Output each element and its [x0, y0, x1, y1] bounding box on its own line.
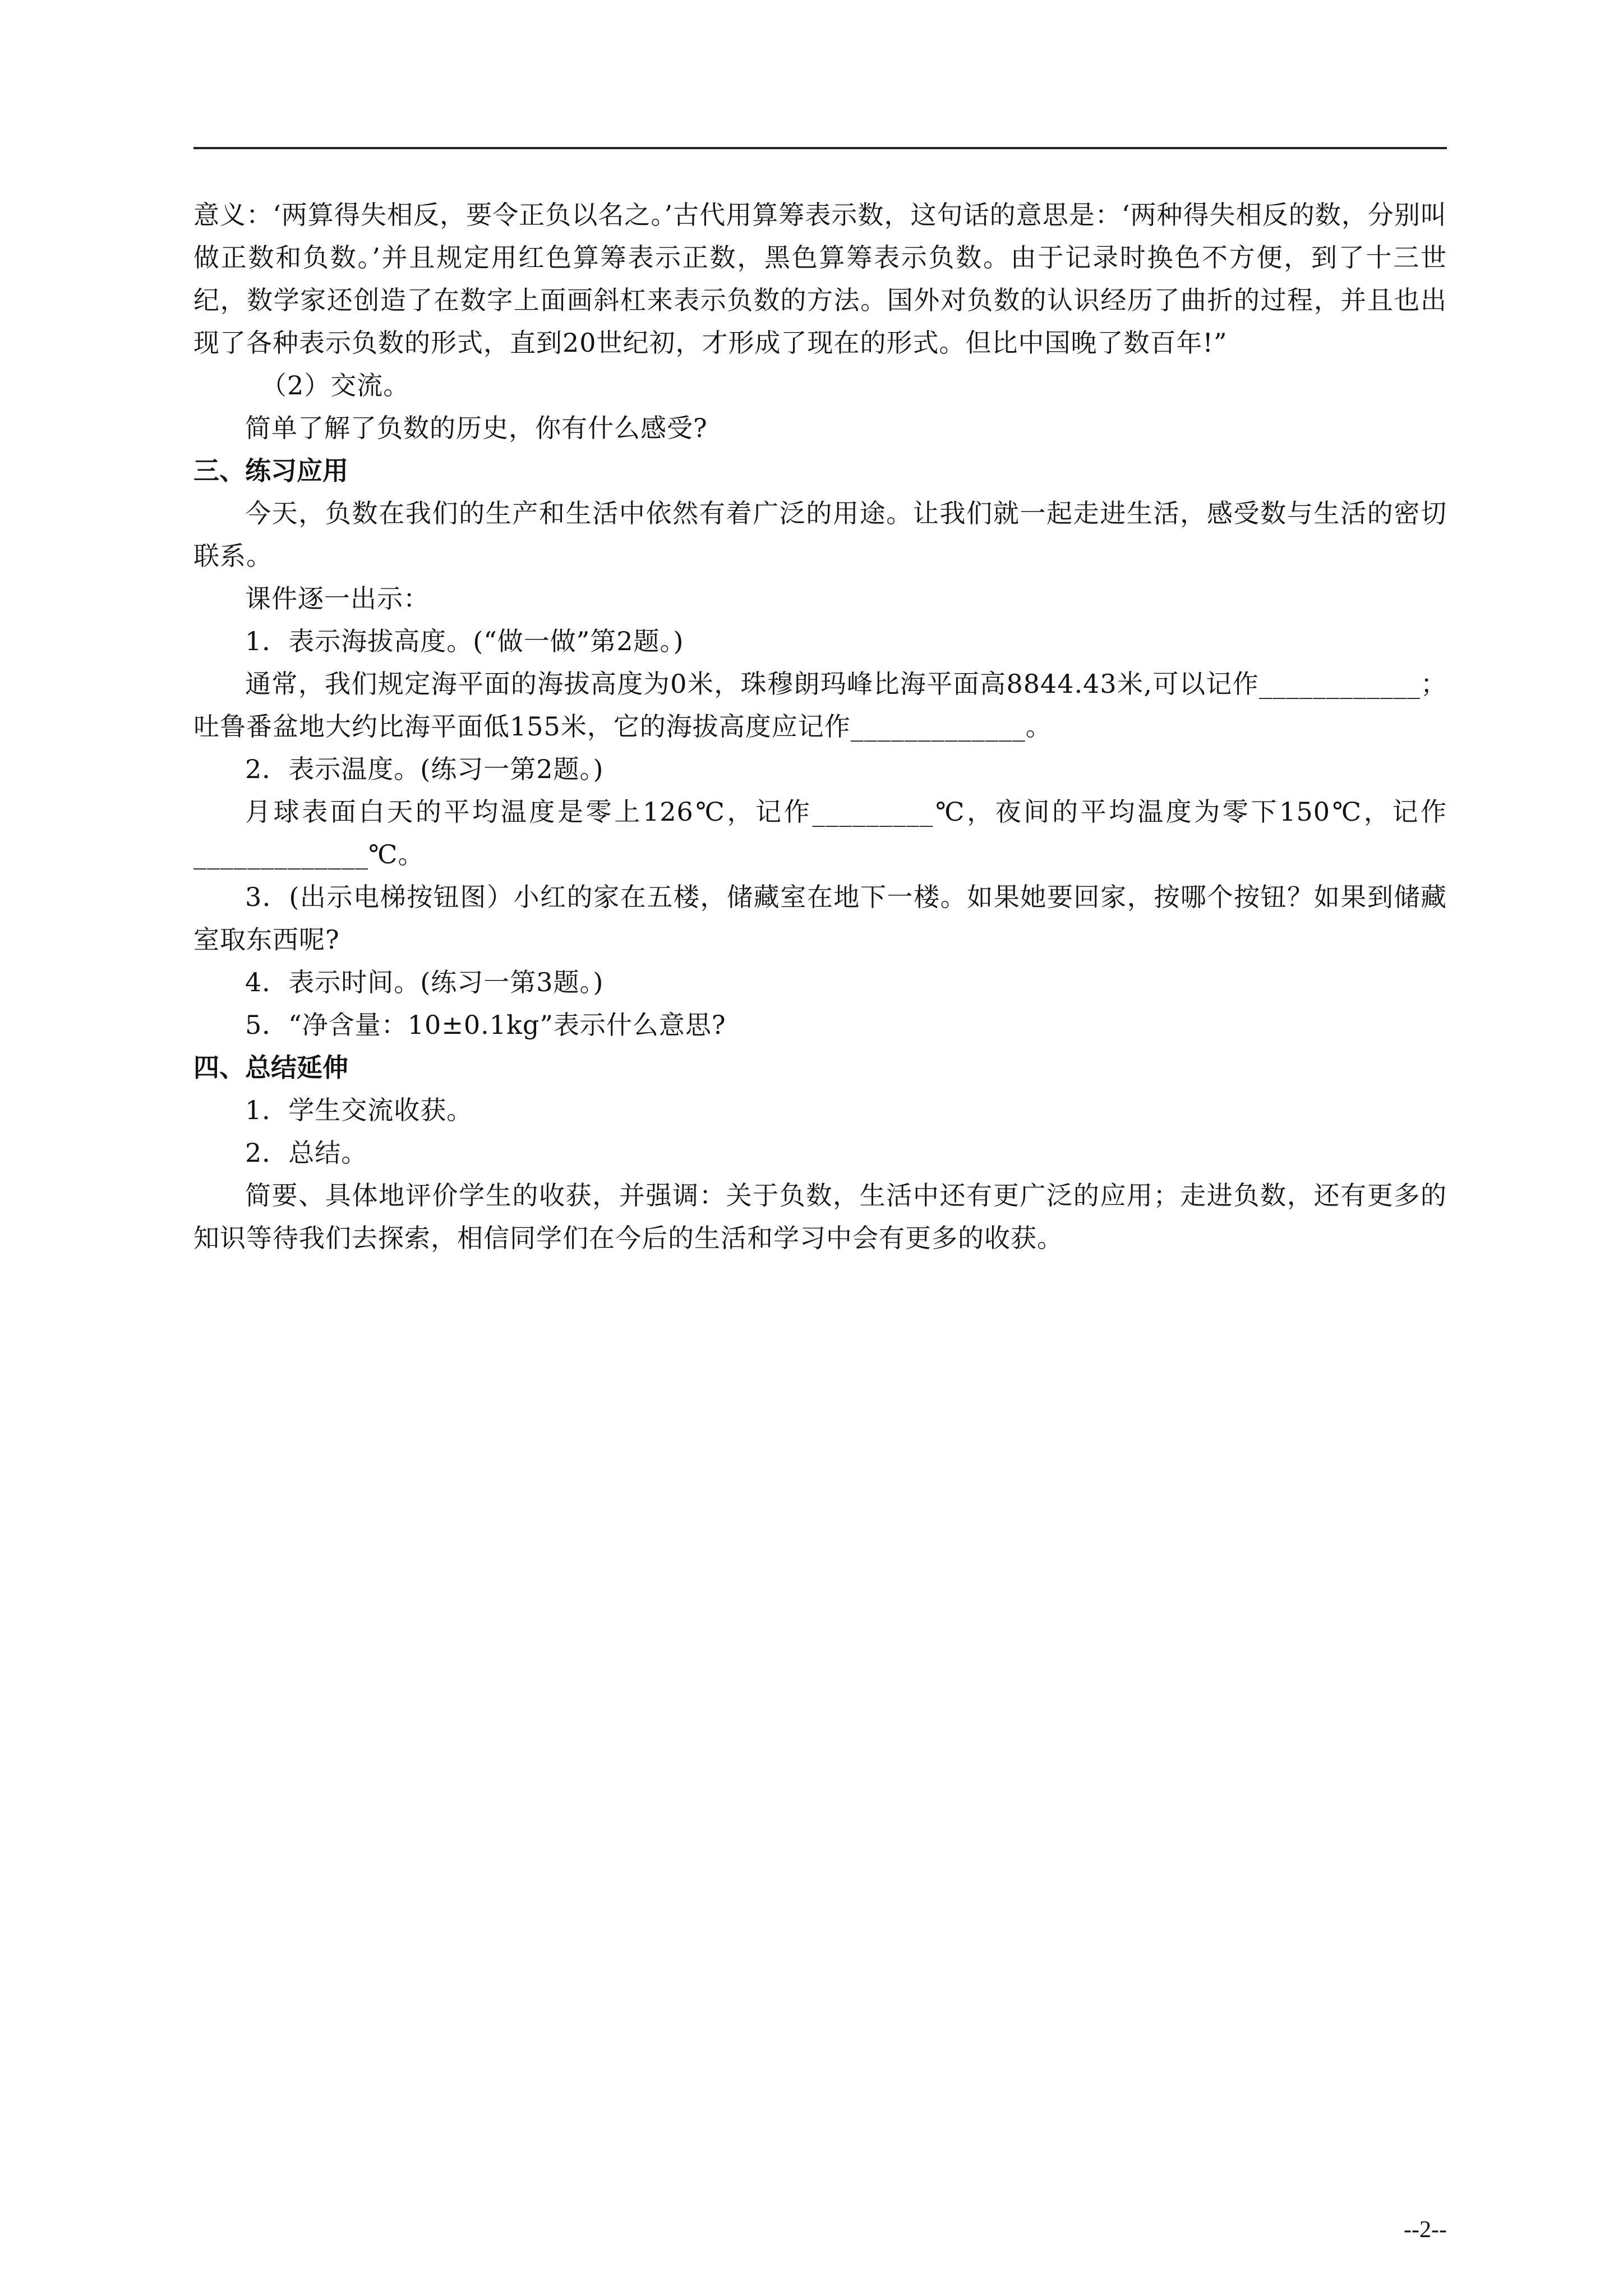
- summary-paragraph: 简要、具体地评价学生的收获，并强调：关于负数，生活中还有更广泛的应用；走进负数，还有更多的知识等待我们去探索，相信同学们在今后的生活和学习中会有更多的收获。: [193, 1180, 1447, 1253]
- summary-item-1: 1．学生交流收获。: [245, 1095, 473, 1125]
- section-heading-summary: 四、总结延伸: [193, 1052, 348, 1083]
- altitude-exercise: 通常，我们规定海平面的海拔高度为0米，珠穆朗玛峰比海平面高8844.43米,可以记作____________；吐鲁番盆地大约比海平面低155米，它的海拔高度应记作_____________。: [193, 669, 1447, 742]
- item-net-content: 5．“净含量：10±0.1kg”表示什么意思?: [245, 1010, 726, 1040]
- page-number: --2--: [1404, 2217, 1447, 2243]
- item-time: 4．表示时间。(练习一第3题。): [245, 967, 604, 997]
- practice-intro: 今天，负数在我们的生产和生活中依然有着广泛的用途。让我们就一起走进生活，感受数与生活的密切联系。: [193, 498, 1447, 571]
- courseware-note: 课件逐一出示：: [245, 583, 430, 614]
- item-elevator: 3．(出示电梯按钮图）小红的家在五楼，储藏室在地下一楼。如果她要回家，按哪个按钮？如果到储藏室取东西呢?: [193, 882, 1447, 955]
- document-body: [193, 194, 1447, 1259]
- reflection-question: 简单了解了负数的历史，你有什么感受?: [245, 413, 708, 443]
- summary-item-2: 2．总结。: [245, 1138, 368, 1168]
- item-altitude: 1．表示海拔高度。(“做一做”第2题。): [245, 626, 684, 656]
- section-heading-practice: 三、练习应用: [193, 455, 348, 486]
- history-paragraph: 意义：‘两算得失相反，要令正负以名之。’古代用算筹表示数，这句话的意思是：‘两种得失相反的数，分别叫做正数和负数。’并且规定用红色算筹表示正数，黑色算筹表示负数。由于记录时换色不方便，到了十三世纪，数学家还创造了在数字上面画斜杠来表示负数的方法。国外对负数的认识经历了曲折的过程，并且也出现了各种表示负数的形式，直到20世纪初，才形成了现在的形式。但比中国晚了数百年!”: [193, 200, 1447, 358]
- temperature-exercise: 月球表面白天的平均温度是零上126℃，记作_________℃，夜间的平均温度为零下150℃，记作_____________℃。: [193, 797, 1447, 869]
- item-temperature: 2．表示温度。(练习一第2题。): [245, 754, 604, 784]
- header-rule: [193, 147, 1447, 149]
- step-exchange: （2）交流。: [261, 370, 410, 401]
